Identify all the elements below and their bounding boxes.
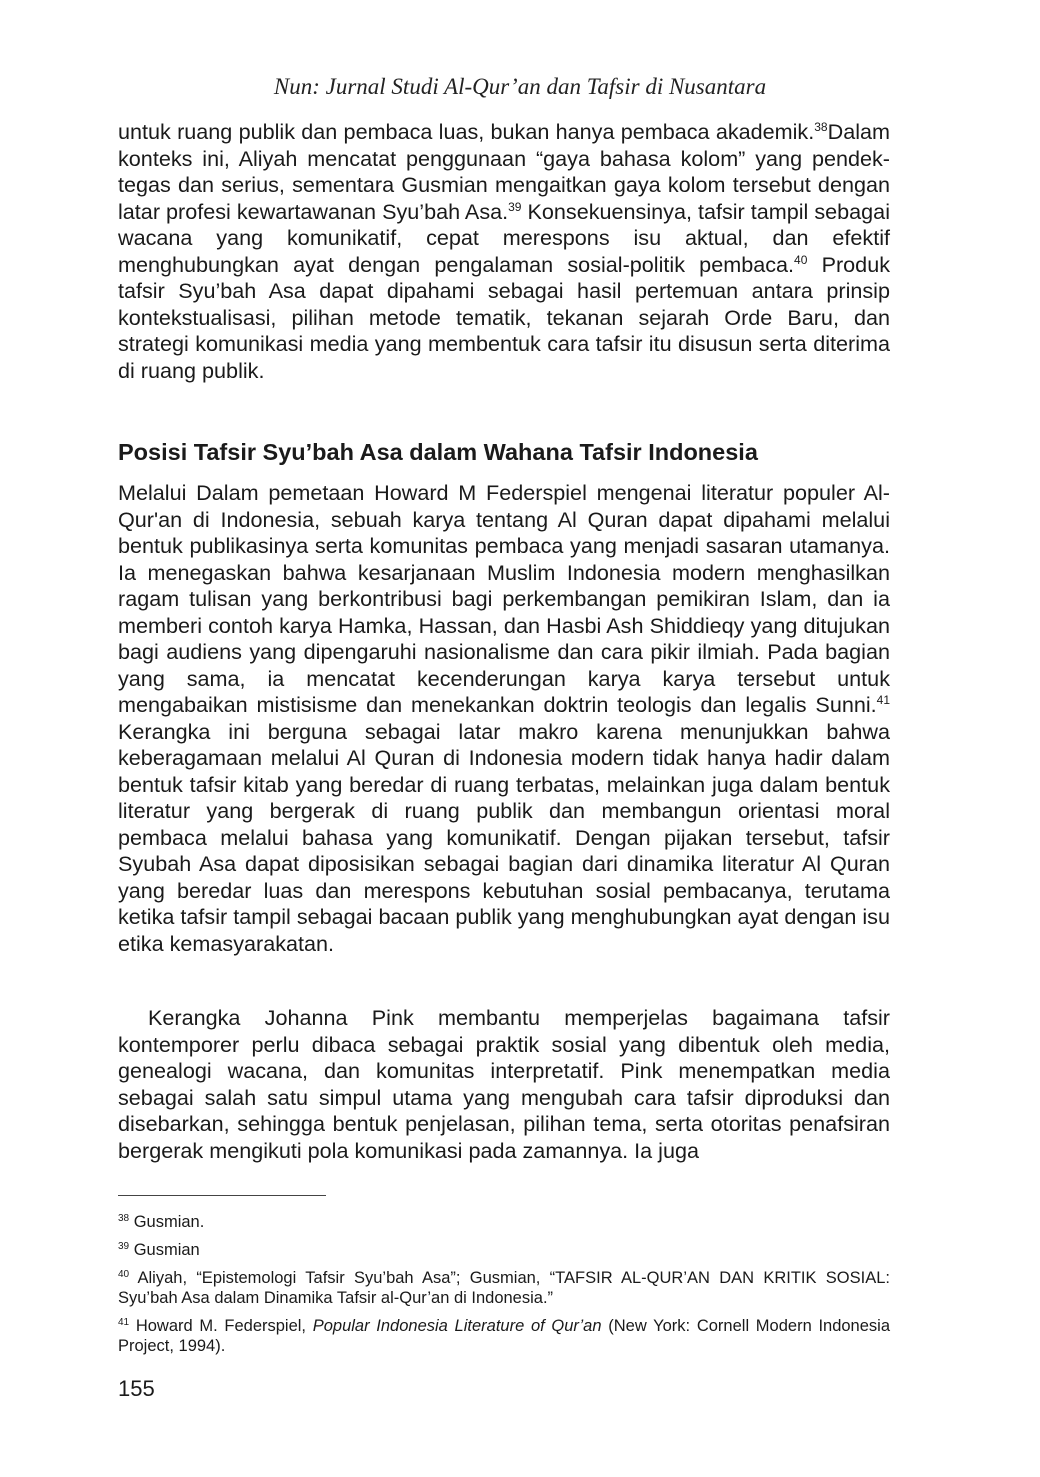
paragraph-2 bbox=[118, 480, 890, 957]
footnote-text: Gusmian. bbox=[129, 1213, 205, 1231]
footnote-divider bbox=[118, 1195, 326, 1196]
running-head: Nun: Jurnal Studi Al-Qur’an dan Tafsir di Nusantara bbox=[273, 74, 767, 99]
footnote-number: 38 bbox=[118, 1213, 130, 1224]
footnote-text: Gusmian bbox=[129, 1241, 200, 1259]
footnote-41 bbox=[118, 1316, 890, 1356]
paragraph-1-text-a: untuk ruang publik dan pembaca luas, bukan hanya pembaca akademik. bbox=[118, 119, 815, 144]
paragraph-1-text-b: Dalam konteks ini, Aliyah mencatat penggunaan “gaya bahasa kolom” yang pendek-tegas dan serius, sementara Gusmian mengaitkan gaya kolom tersebut dengan latar profesi kewartawanan Syu’bah Asa. bbox=[118, 119, 890, 224]
footnote-ref-38[interactable]: 38 bbox=[814, 120, 828, 134]
footnote-ref-41[interactable]: 41 bbox=[876, 693, 890, 707]
paragraph-2-text-b: Kerangka ini berguna sebagai latar makro karena menunjukkan bahwa keberagamaan melalui Al Quran di Indonesia modern tidak hanya hadir dalam bentuk tafsir kitab yang beredar di ruang terbatas, melainkan juga dalam bentuk literatur yang bergerak di ruang publik dan membangun orientasi moral pembaca melalui bahasa yang komunikatif. Dengan pijakan tersebut, tafsir Syubah Asa dapat diposisikan sebagai bagian dari dinamika literatur Al Quran yang beredar luas dan merespons kebutuhan sosial pembacanya, terutama ketika tafsir tampil sebagai bacaan publik yang menghubungkan ayat dengan isu etika kemasyarakatan. bbox=[118, 718, 890, 956]
footnote-text: (New York: Cornell Modern Indonesia Project, 1994). bbox=[118, 1317, 890, 1355]
paragraph-1 bbox=[118, 119, 890, 384]
footnote-ref-39[interactable]: 39 bbox=[508, 199, 522, 214]
section-heading: Posisi Tafsir Syu’bah Asa dalam Wahana Tafsir Indonesia bbox=[118, 439, 758, 465]
footnote-39 bbox=[118, 1240, 890, 1260]
paragraph-1-text-c: Konsekuensinya, tafsir tampil sebagai wacana yang komunikatif, cepat merespons isu aktual, dan efektif menghubungkan ayat dengan pengalaman sosial-politik pembaca. bbox=[118, 198, 890, 277]
footnote-text: Howard M. Federspiel, bbox=[129, 1317, 313, 1335]
footnote-38 bbox=[118, 1212, 890, 1232]
paragraph-3-text: Kerangka Johanna Pink membantu memperjelas bagaimana tafsir kontemporer perlu dibaca sebagai praktik sosial yang dibentuk oleh media, genealogi wacana, dan komunitas interpretatif. Pink menempatkan media sebagai salah satu simpul utama yang mengubah cara tafsir diproduksi dan disebarkan, sehingga bentuk penjelasan, pilihan tema, serta otoritas penafsiran bergerak mengikuti pola komunikasi pada zamannya. Ia juga bbox=[118, 1005, 890, 1163]
footnote-number: 39 bbox=[118, 1241, 130, 1252]
footnote-book-title: Popular Indonesia Literature of Qur’an bbox=[312, 1317, 602, 1335]
paragraph-2-text-a: Melalui Dalam pemetaan Howard M Federspiel mengenai literatur populer Al-Qur'an di Indonesia, sebuah karya tentang Al Quran dapat dipahami melalui bentuk publikasinya serta komunitas pembaca yang menjadi sasaran utamanya. Ia menegaskan bahwa kesarjanaan Muslim Indonesia modern menghasilkan ragam tulisan yang berkontribusi bagi perkembangan pemikiran Islam, dan ia memberi contoh karya Hamka, Hassan, dan Hasbi Ash Shiddieqy yang ditujukan bagi audiens yang dipengaruhi nasionalisme dan cara pikir ilmiah. Pada bagian yang sama, ia mencatat kecenderungan karya karya tersebut untuk mengabaikan mistisisme dan menekankan doktrin teologis dan legalis Sunni. bbox=[118, 480, 890, 717]
page-number: 155 bbox=[118, 1376, 155, 1401]
footnotes bbox=[118, 1212, 890, 1364]
paragraph-1-text-d: Produk tafsir Syu’bah Asa dapat dipahami sebagai hasil pertemuan antara prinsip kontekstualisasi, pilihan metode tematik, tekanan sejarah Orde Baru, dan strategi komunikasi media yang membentuk cara tafsir itu disusun serta diterima di ruang publik. bbox=[118, 251, 891, 383]
footnote-40 bbox=[118, 1268, 890, 1308]
footnote-text: Aliyah, “Epistemologi Tafsir Syu’bah Asa”; Gusmian, “TAFSIR AL-QUR’AN DAN KRITIK SOSIAL: Syu’bah Asa dalam Dinamika Tafsir al-Qur’an di Indonesia.” bbox=[118, 1269, 890, 1307]
paragraph-3 bbox=[118, 1005, 890, 1164]
footnote-number: 40 bbox=[118, 1269, 130, 1280]
footnote-number: 41 bbox=[118, 1317, 130, 1328]
footnote-ref-40[interactable]: 40 bbox=[794, 252, 808, 267]
